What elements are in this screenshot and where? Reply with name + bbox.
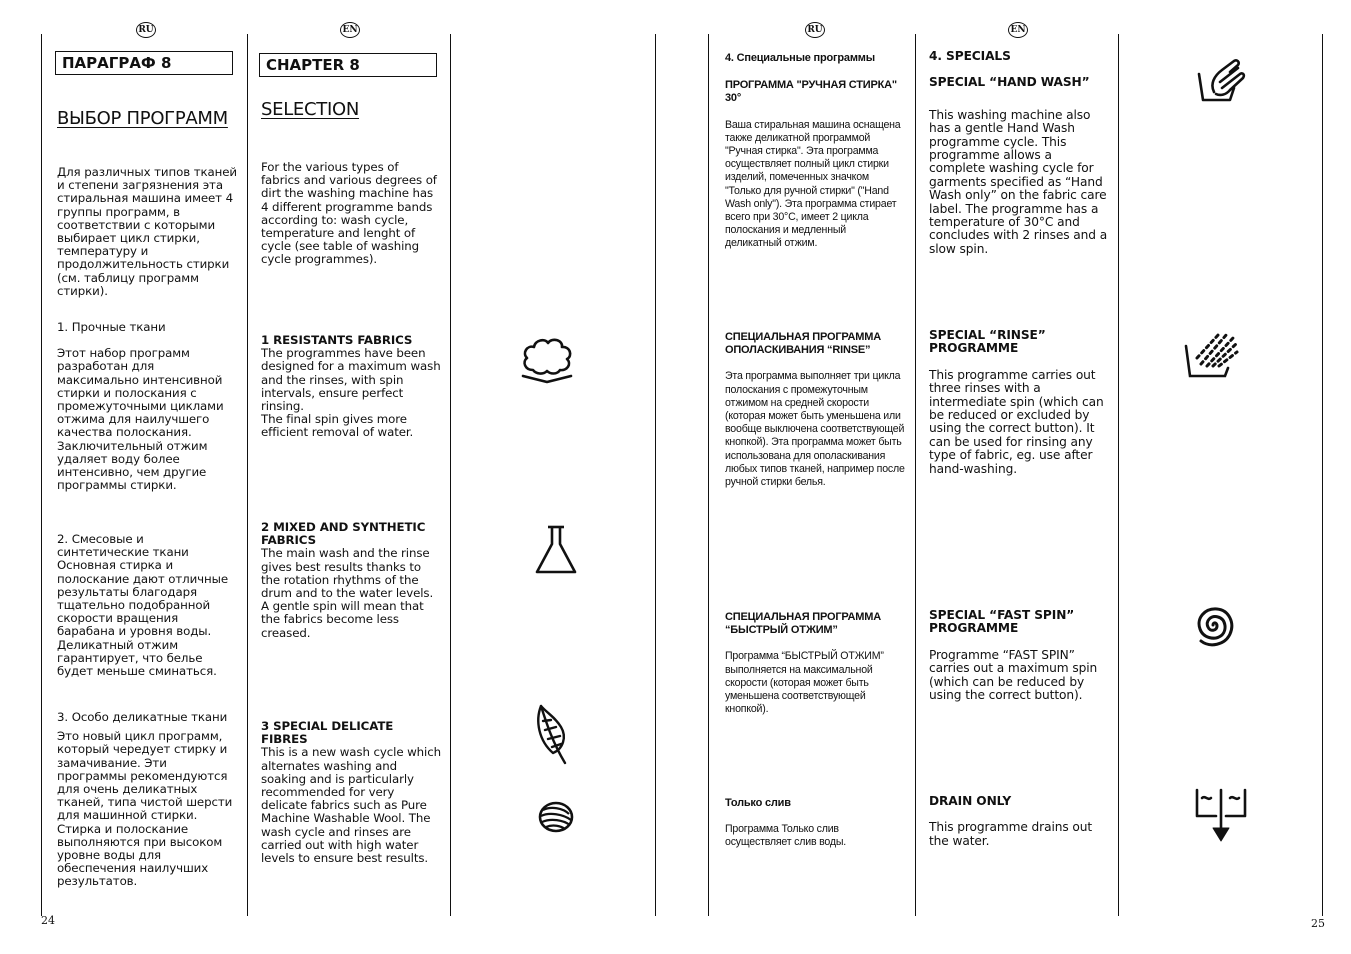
wool-icon [537, 800, 575, 834]
section-hand-wash-en [929, 50, 1109, 256]
subsection-heading: SPECIAL “RINSE” PROGRAMME [929, 328, 1046, 356]
section-heading: 2. Смесовые и синтетические ткани [57, 532, 189, 560]
section-heading: 2 MIXED AND SYNTHETIC FABRICS [261, 520, 426, 548]
subsection-heading: SPECIAL “HAND WASH” [929, 75, 1090, 90]
paragraph: A gentle spin will mean that the fabrics become less creased. [261, 599, 424, 640]
page-gutter-rule [655, 34, 656, 916]
section-fast-spin-ru [725, 611, 905, 716]
spin-icon [1189, 601, 1237, 649]
column-rule [247, 34, 248, 916]
column-rule [915, 34, 916, 916]
section-heading: 3 SPECIAL DELICATE FIBRES [261, 719, 394, 747]
section-heading: 1. Прочные ткани [57, 320, 166, 334]
lang-badge-en: EN [1008, 22, 1028, 38]
intro-text-en [261, 161, 441, 267]
paragraph: The final spin gives more efficient removal of water. [261, 412, 414, 440]
paragraph: Программа “БЫСТРЫЙ ОТЖИМ” выполняется на максимальной скорости (которая может быть уменьшена соответствующей кнопкой). [725, 650, 884, 716]
lang-badge-ru: RU [805, 22, 825, 38]
rinse-icon [1183, 328, 1239, 380]
paragraph: Для различных типов тканей и степени загрязнения эта стиральная машина имеет 4 группы программ, в соответствии с которыми выбирает цикл стирки, температуру и продолжительность стирки (см. таблицу программ стирки). [57, 165, 237, 298]
section-heading: 4. Специальные программы [725, 52, 875, 64]
page-title-en: SELECTION [261, 99, 360, 120]
paragraph: Этот набор программ разработан для максимально интенсивной стирки и полоскания с промежуточными циклами отжима для наилучшего качества полоскания. Заключительный отжим удаляет воду более интенсивно, чем другие программы стирки. [57, 346, 224, 493]
section-delicate-en [261, 720, 441, 865]
subsection-heading: SPECIAL “FAST SPIN” PROGRAMME [929, 608, 1075, 636]
page-title-ru: ВЫБОР ПРОГРАММ [57, 108, 228, 129]
section-mixed-ru [57, 533, 239, 678]
paragraph: Основная стирка и полоскание дают отличные результаты благодаря тщательно подобранной скорости вращения барабана и уровня воды. Деликатный отжим гарантирует, что белье будет меньше сминаться. [57, 558, 229, 679]
paragraph: For the various types of fabrics and various degrees of dirt the washing machine has 4 different programme bands according to: wash cycle, temperature and lenght of cycle (see table of washing cycle programmes). [261, 160, 437, 267]
chapter-heading-ru: ПАРАГРАФ 8 [55, 51, 233, 75]
paragraph: Эта программа выполняет три цикла полоскания с промежуточным отжимом на средней скорости (которая может быть уменьшена или вообще выключена соответствующей кнопкой). Эта программа может быть использована для ополаскивания любых типов тканей, например после ручной стирки белья. [725, 370, 905, 489]
synthetic-flask-icon [533, 524, 579, 576]
section-fast-spin-en [929, 609, 1109, 702]
subsection-heading: Только слив [725, 797, 791, 809]
drain-icon [1194, 786, 1248, 844]
section-drain-en [929, 795, 1109, 848]
paragraph: Programme “FAST SPIN” carries out a maximum spin (which can be reduced by using the correct button). [929, 647, 1098, 703]
section-heading: 4. SPECIALS [929, 49, 1011, 63]
column-rule [708, 34, 709, 916]
delicate-feather-icon [533, 703, 573, 765]
subsection-heading: СПЕЦИАЛЬНАЯ ПРОГРАММА “БЫСТРЫЙ ОТЖИМ” [725, 611, 881, 637]
paragraph: This washing machine also has a gentle Hand Wash programme cycle. This programme allows a complete washing cycle for garments specified as “Hand Wash only” on the fabric care label. The programme has a temperature of 30°C and concludes with 2 rinses and a slow spin. [929, 107, 1108, 256]
lang-badge-ru: RU [136, 22, 156, 38]
section-rinse-en [929, 329, 1109, 476]
section-heading: 3. Особо деликатные ткани [57, 710, 228, 724]
section-hand-wash-ru [725, 52, 905, 251]
page-number: 24 [41, 914, 55, 927]
section-mixed-en [261, 521, 441, 640]
column-rule [1118, 34, 1119, 916]
section-resistant-ru [57, 321, 239, 492]
paragraph: Это новый цикл программ, который чередует стирку и замачивание. Эти программы рекомендуются для очень деликатных тканей, типа чистой шерсти для машинной стирки. Стирка и полоскание выполняются при высоком уровне воды для обеспечения наилучших результатов. [57, 729, 233, 889]
chapter-heading-en: CHAPTER 8 [259, 53, 437, 77]
subsection-heading: DRAIN ONLY [929, 794, 1012, 808]
column-rule [1322, 34, 1323, 916]
subsection-heading: СПЕЦИАЛЬНАЯ ПРОГРАММА ОПОЛАСКИВАНИЯ “RINSE” [725, 331, 881, 357]
lang-badge-en: EN [340, 22, 360, 38]
column-rule [450, 34, 451, 916]
paragraph: This programme carries out three rinses with a intermediate spin (which can be reduced or excluded by using the correct button). It can be used for rinsing any type of fabric, eg. use after hand-washing. [929, 367, 1104, 476]
cotton-icon [519, 336, 575, 386]
hand-wash-icon [1196, 58, 1246, 104]
section-delicate-ru [57, 711, 239, 889]
intro-text-ru [57, 166, 239, 298]
paragraph: Программа Только слив осуществляет слив воды. [725, 823, 847, 849]
paragraph: Ваша стиральная машина оснащена также деликатной программой "Ручная стирка". Эта программа осуществляет полный цикл стирки изделий, помеченных значком "Только для ручной стирки" ("Hand Wash only"). Эта программа стирает всего при 30°С, имеет 2 цикла полоскания и медленный деликатный отжим. [725, 118, 901, 250]
section-rinse-ru [725, 331, 905, 489]
page-number: 25 [1311, 917, 1325, 930]
section-drain-ru [725, 797, 905, 850]
paragraph: The main wash and the rinse gives best results thanks to the rotation rhythms of the drum and to the water levels. [261, 546, 434, 601]
section-heading: 1 RESISTANTS FABRICS [261, 333, 413, 347]
paragraph: This is a new wash cycle which alternates washing and soaking and is particularly recommended for very delicate fabrics such as Pure Machine Washable Wool. The wash cycle and rinses are carried out with high water levels to ensure best results. [261, 745, 441, 866]
paragraph: The programmes have been designed for a maximum wash and the rinses, with spin intervals, ensure perfect rinsing. [261, 346, 441, 414]
paragraph: This programme drains out the water. [929, 820, 1093, 848]
column-rule [41, 34, 42, 916]
section-resistant-en [261, 334, 441, 440]
subsection-heading: ПРОГРАММА "РУЧНАЯ СТИРКА" 30° [725, 79, 897, 105]
